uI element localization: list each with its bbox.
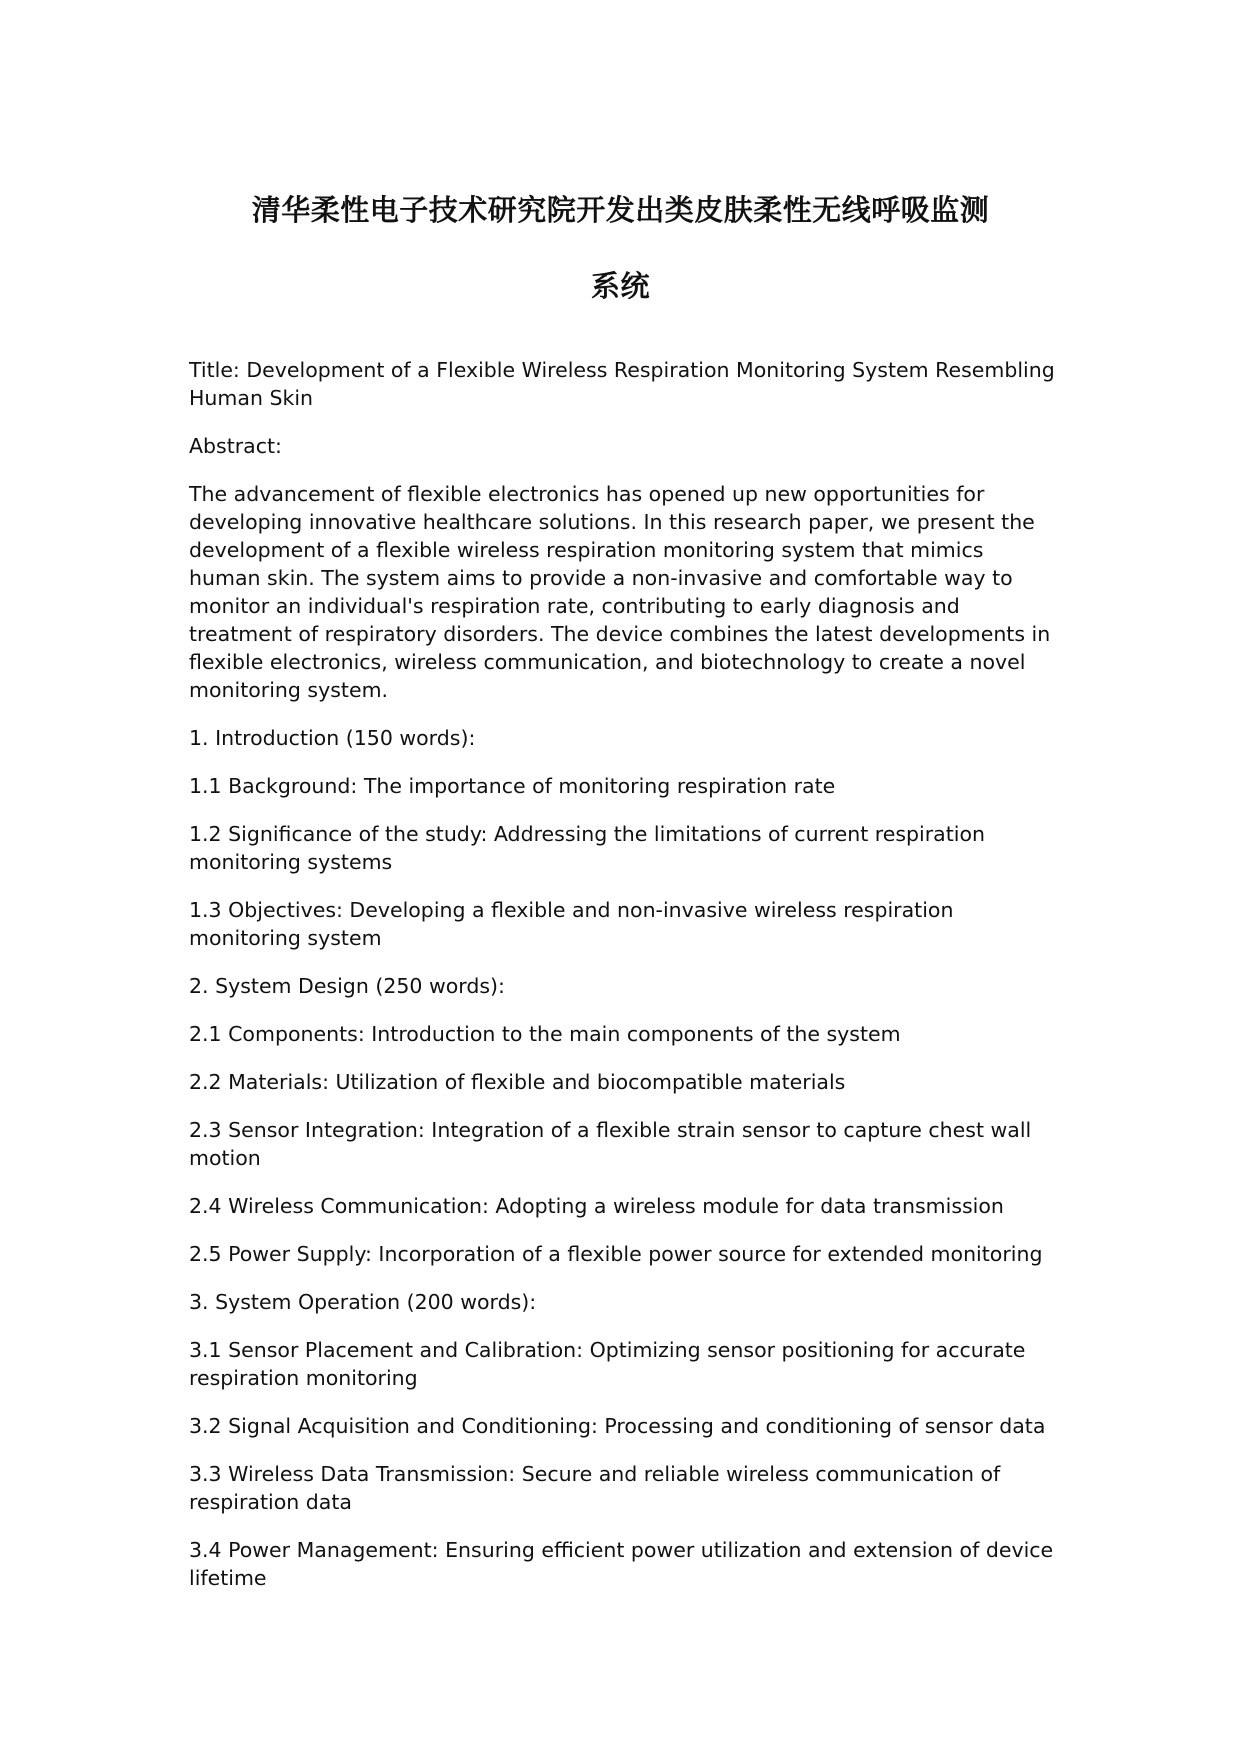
subsection-item: 3.4 Power Management: Ensuring efficient power utilization and extension of device lifetime bbox=[189, 1538, 1054, 1590]
subsection-item: 2.2 Materials: Utilization of flexible and biocompatible materials bbox=[189, 1070, 846, 1094]
section-heading: 2. System Design (250 words): bbox=[189, 974, 505, 998]
document-title bbox=[150, 172, 1091, 324]
subsection-item: 1.1 Background: The importance of monitoring respiration rate bbox=[189, 774, 836, 798]
document-title-line-1: 清华柔性电子技术研究院开发出类皮肤柔性无线呼吸监测 bbox=[251, 193, 990, 227]
subsection-item: 2.4 Wireless Communication: Adopting a wireless module for data transmission bbox=[189, 1194, 1004, 1218]
subsection-item: 3.3 Wireless Data Transmission: Secure and reliable wireless communication of respiration data bbox=[189, 1462, 1001, 1514]
document-title-line-2: 系统 bbox=[590, 269, 650, 303]
subsection-item: 3.1 Sensor Placement and Calibration: Optimizing sensor positioning for accurate respiration monitoring bbox=[189, 1338, 1026, 1390]
subsection-item: 2.1 Components: Introduction to the main components of the system bbox=[189, 1022, 901, 1046]
subsection-item: 1.3 Objectives: Developing a flexible and non-invasive wireless respiration monitoring system bbox=[189, 898, 954, 950]
subsection-item: 2.3 Sensor Integration: Integration of a flexible strain sensor to capture chest wall motion bbox=[189, 1118, 1032, 1170]
subsection-item: 2.5 Power Supply: Incorporation of a flexible power source for extended monitoring bbox=[189, 1242, 1043, 1266]
subsection-item: 1.2 Significance of the study: Addressing the limitations of current respiration monitoring systems bbox=[189, 822, 986, 874]
paper-title: Title: Development of a Flexible Wireless Respiration Monitoring System Resembling Human Skin bbox=[189, 358, 1055, 410]
document-body bbox=[189, 356, 1059, 1612]
subsection-item: 3.2 Signal Acquisition and Conditioning: Processing and conditioning of sensor data bbox=[189, 1414, 1046, 1438]
abstract-text: The advancement of flexible electronics has opened up new opportunities for developing innovative healthcare solutions. In this research paper, we present the development of a flexible wireless respiration monitoring system that mimics human skin. The system aims to provide a non-invasive and comfortable way to monitor an individual's respiration rate, contributing to early diagnosis and treatment of respiratory disorders. The device combines the latest developments in flexible electronics, wireless communication, and biotechnology to create a novel monitoring system. bbox=[189, 482, 1051, 702]
abstract-label: Abstract: bbox=[189, 434, 282, 458]
section-heading: 3. System Operation (200 words): bbox=[189, 1290, 537, 1314]
section-heading: 1. Introduction (150 words): bbox=[189, 726, 476, 750]
